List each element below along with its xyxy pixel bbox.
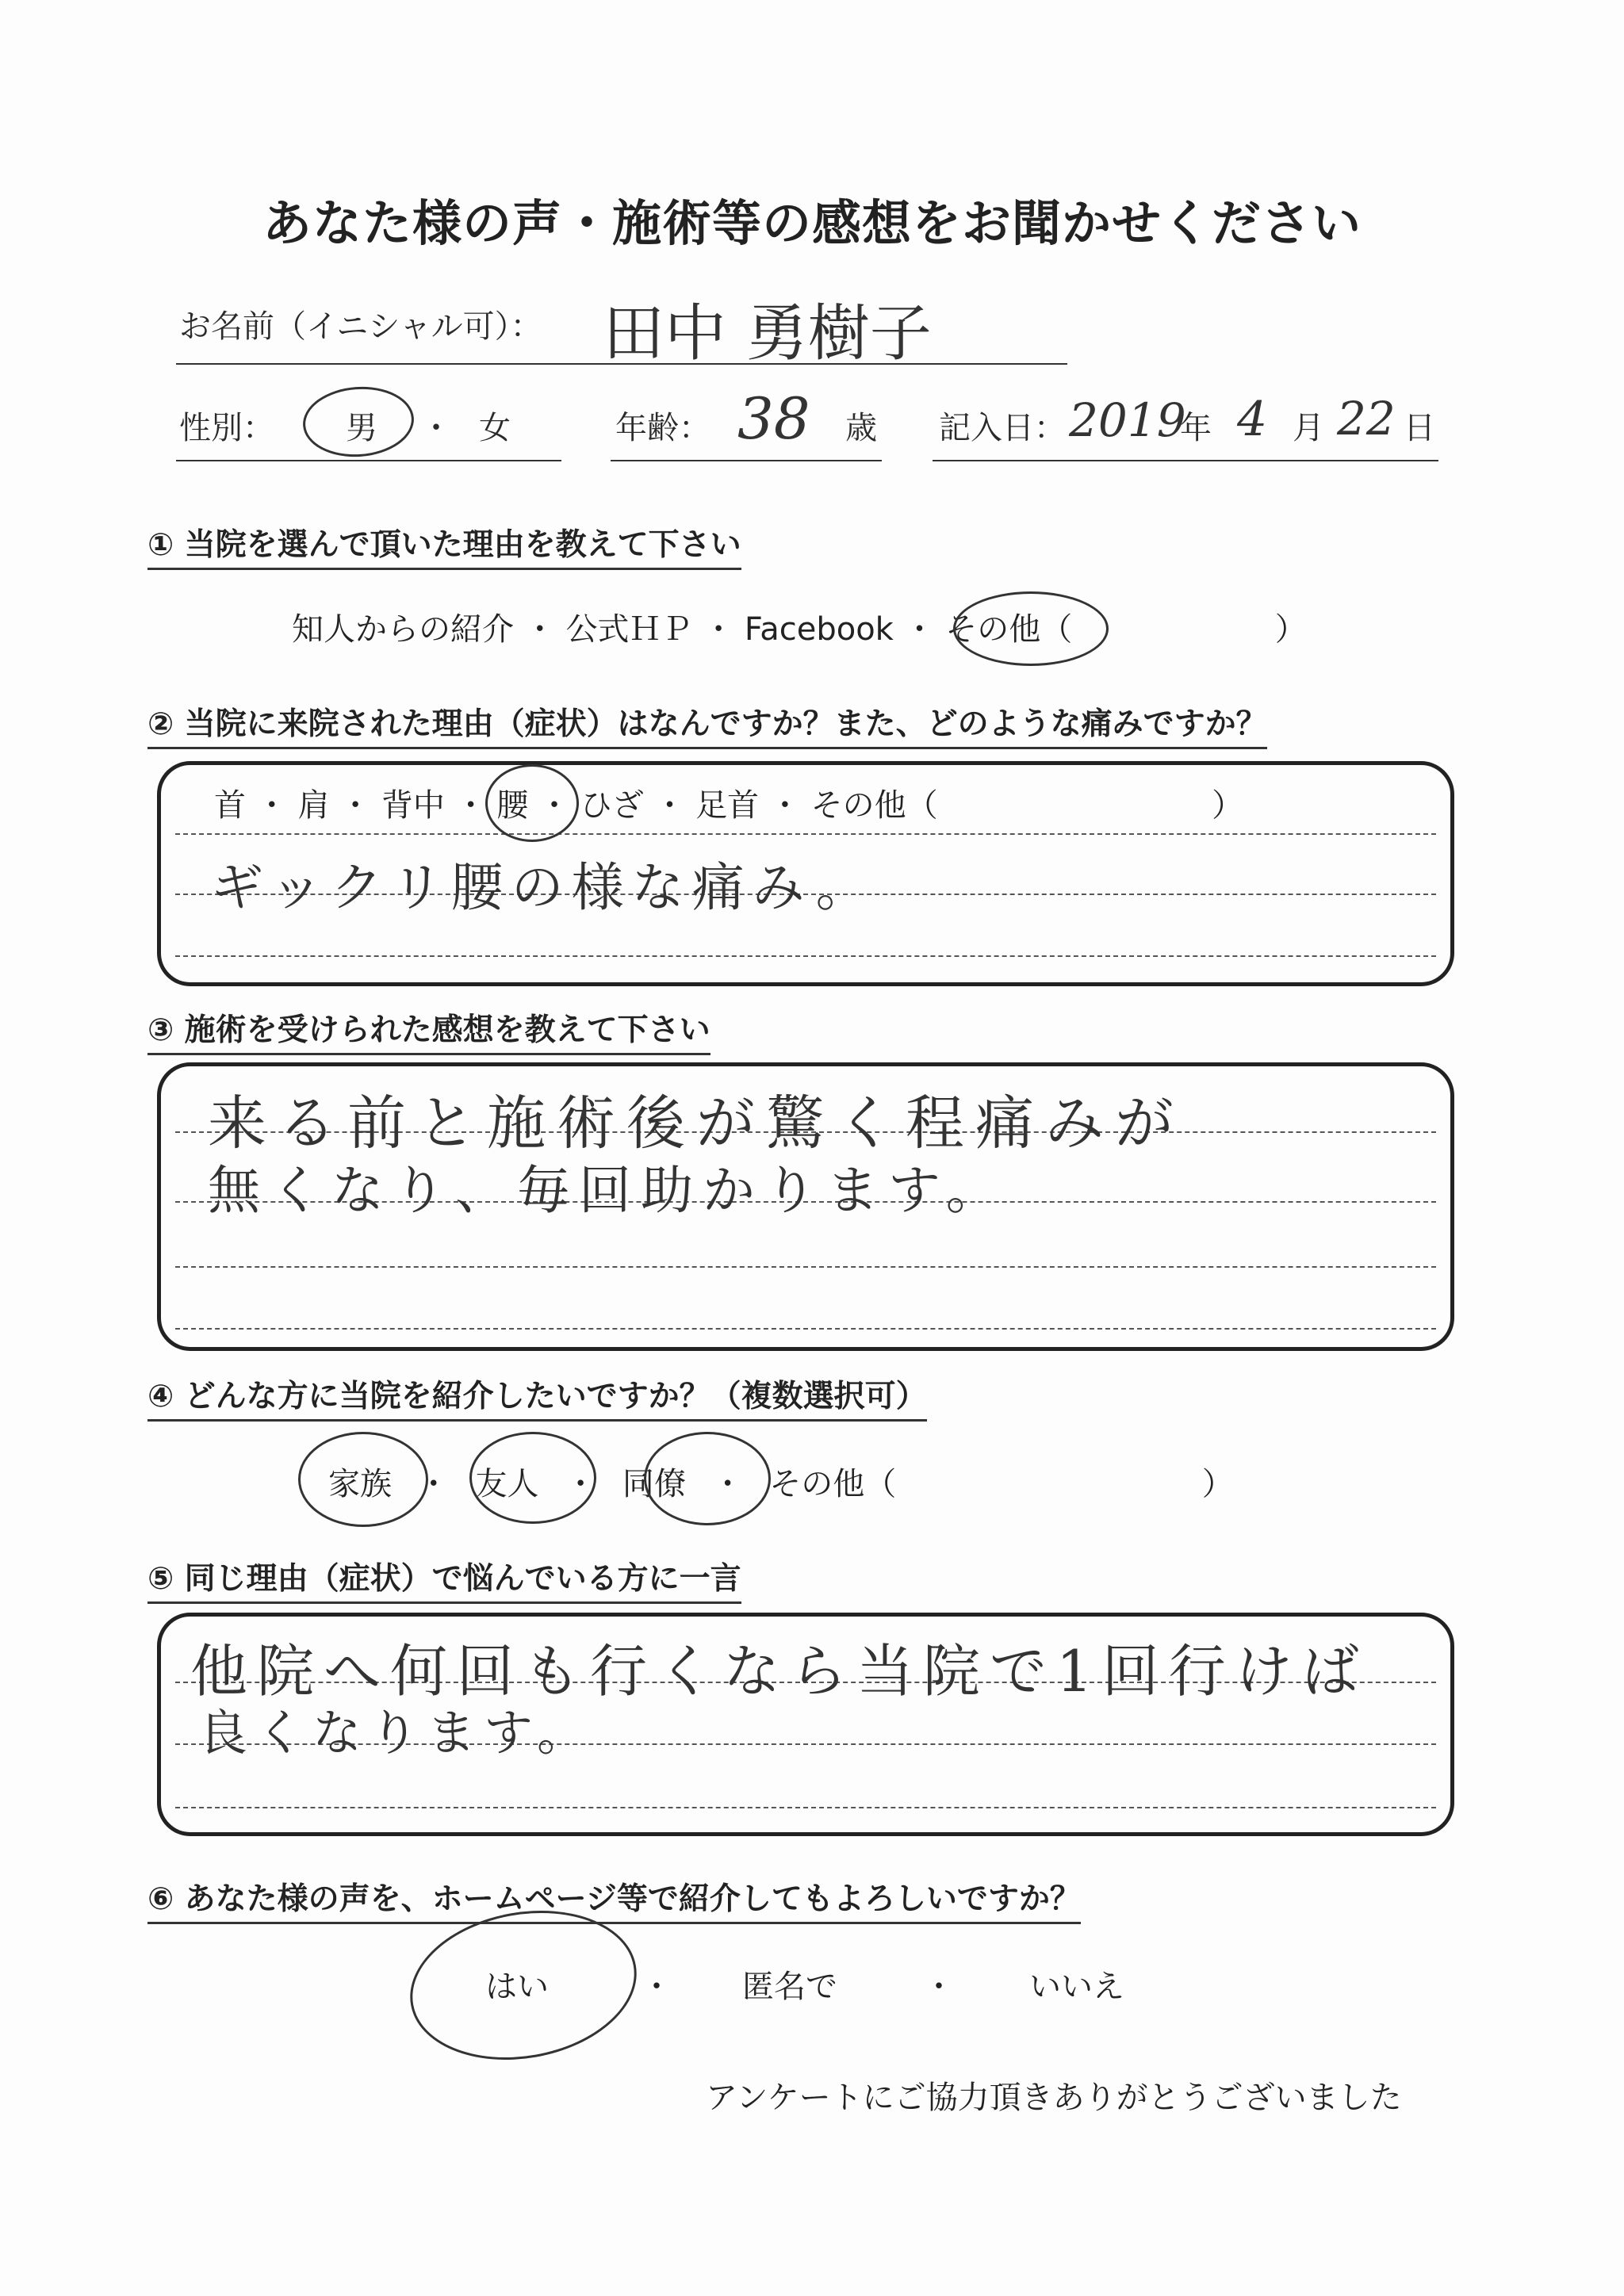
q2-option-other: その他（ [810,787,938,824]
date-day-value: 22 [1337,392,1396,446]
q4-close-paren: ） [1201,1466,1234,1502]
q2-lower-back-circle [485,764,579,842]
name-underline [176,363,1067,365]
q2-option-neck: 首 [214,787,246,824]
age-label: 年齢： [615,410,710,446]
q4-option-friend: 友人 [475,1466,539,1502]
q6-option-yes: はい [485,1969,549,2005]
gender-female-option: 女 [479,410,511,446]
q5-answer-line2: 良くなります。 [198,1704,595,1762]
q4-heading: ④ どんな方に当院を紹介したいですか？（複数選択可） [147,1372,927,1422]
q1-options: 知人からの紹介 ・ 公式ＨＰ ・ Facebook ・ その他（ ） [292,611,1307,648]
closing-message: アンケートにご協力頂きありがとうございました [706,2080,1402,2116]
q5-heading: ⑤ 同じ理由（症状）で悩んでいる方に一言 [147,1554,741,1604]
q4-options: 家族 ・ 友人 ・ 同僚 ・ その他（ ） [328,1466,1234,1502]
age-unit: 歳 [845,410,877,446]
q1-heading: ① 当院を選んで頂いた理由を教えて下さい [147,520,741,570]
date-day-unit: 日 [1404,410,1435,446]
q1-close-paren: ） [1274,611,1307,648]
q6-heading: ⑥ あなた様の声を、ホームページ等で紹介してもよろしいですか？ [147,1874,1081,1924]
q3-answer-line2: 無くなり、毎回助かります。 [208,1160,1008,1221]
q4-family-circle [298,1432,428,1527]
date-year-unit: 年 [1180,410,1212,446]
date-label: 記入日： [939,410,1066,446]
q1-other-circle [953,591,1109,666]
q3-heading: ③ 施術を受けられた感想を教えて下さい [147,1005,710,1055]
age-value: 38 [737,385,810,452]
gender-male-circle [301,383,416,461]
age-underline [611,460,882,461]
name-label: お名前（イニシャル可）： [179,308,542,345]
q6-separator-1: ・ [641,1969,672,2005]
q2-option-lower-back: 腰 [496,787,529,824]
q1-option-referral: 知人からの紹介 [292,611,514,648]
q4-option-other: その他（ [769,1466,897,1502]
q2-close-paren: ） [1212,787,1244,824]
q4-option-family: 家族 [328,1466,392,1502]
q2-option-knee: ひざ [580,787,644,824]
date-underline [933,460,1438,461]
q1-option-facebook: Facebook [744,611,894,648]
form-title: あなた様の声・施術等の感想をお聞かせください [262,194,1362,252]
q3-answer-line1: 来る前と施術後が驚く程痛みが [208,1089,1185,1158]
q1-option-other: その他（ [945,611,1073,648]
q6-separator-2: ・ [923,1969,955,2005]
date-year-value: 2019 [1069,393,1186,447]
q2-option-back: 背中 [381,787,445,824]
q4-option-colleague: 同僚 [622,1466,686,1502]
q4-colleague-circle [644,1432,771,1525]
q2-options: 首 ・ 肩 ・ 背中 ・ 腰 ・ ひざ ・ 足首 ・ その他（ ） [214,787,1244,824]
q5-answer-line1: 他院へ何回も行くなら当院で1回行けば [190,1638,1369,1705]
gender-separator: ・ [420,410,452,446]
q6-option-no: いいえ [1029,1969,1124,2005]
gender-underline [176,460,561,461]
q1-option-website: 公式ＨＰ [565,611,693,648]
gender-male-option: 男 [346,410,377,446]
name-value: 田中 勇樹子 [603,298,932,369]
q2-heading: ② 当院に来院された理由（症状）はなんですか？また、どのような痛みですか？ [147,699,1267,749]
q6-option-anonymous: 匿名で [742,1969,837,2005]
date-month-unit: 月 [1293,410,1324,446]
q2-answer-text: ギックリ腰の様な痛み。 [211,857,876,918]
q2-option-shoulder: 肩 [297,787,330,824]
date-month-value: 4 [1237,392,1268,447]
q2-option-ankle: 足首 [695,787,760,824]
q4-friend-circle [469,1432,596,1524]
gender-label: 性別： [179,410,274,446]
